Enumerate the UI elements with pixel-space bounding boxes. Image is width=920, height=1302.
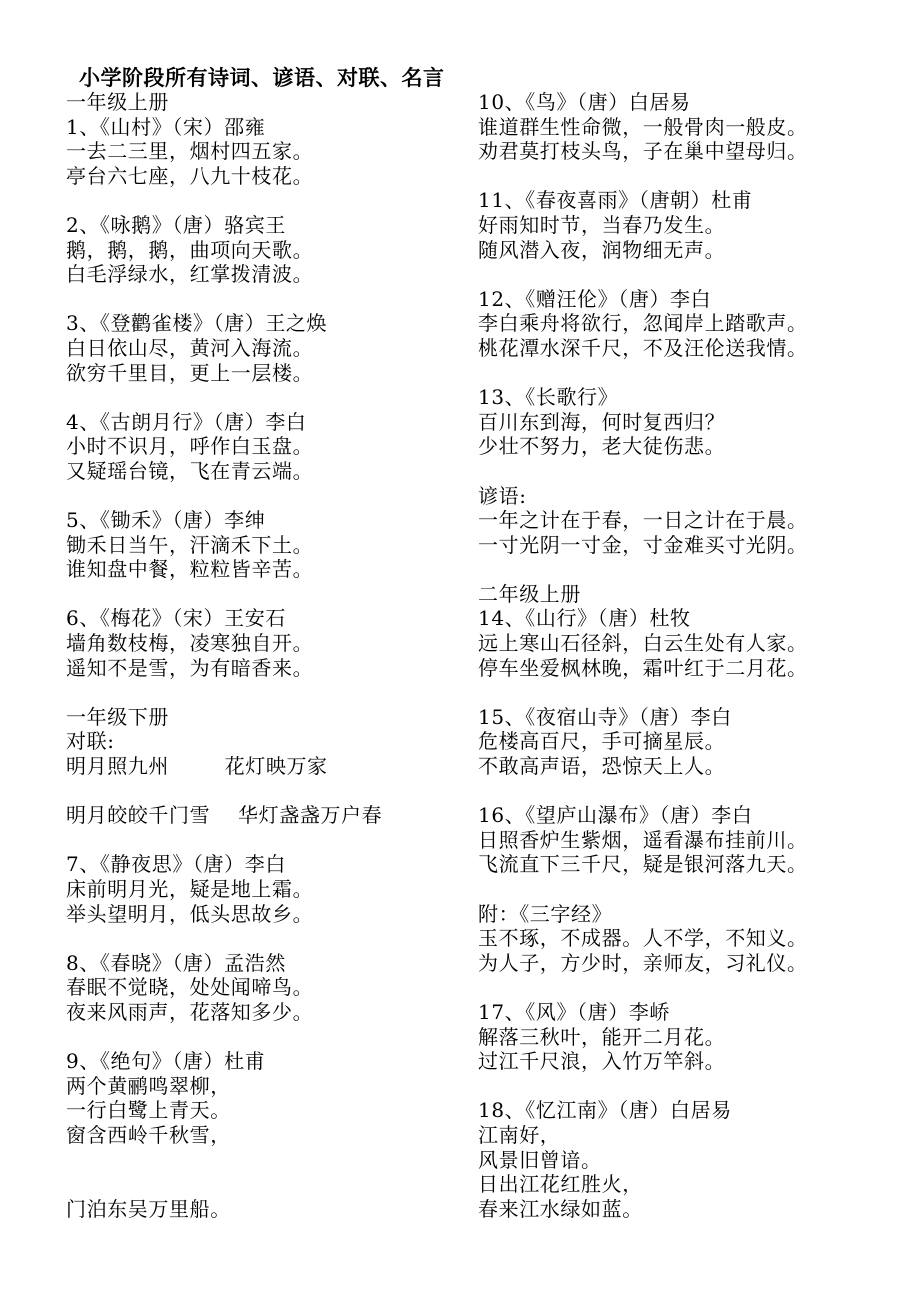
poem-line: 两个黄鹂鸣翠柳，: [66, 1073, 231, 1098]
grade-heading: 一年级下册: [66, 704, 169, 729]
poem-line: 过江千尺浪，入竹万竿斜。: [478, 1049, 726, 1074]
poem-line: 床前明月光，疑是地上霜。: [66, 877, 314, 901]
poem-heading: 1、《山村》（宋）邵雍: [66, 114, 266, 139]
poem-heading: 4、《古朗月行》（唐）李白: [66, 409, 307, 434]
couplet-label: 对联:: [66, 729, 115, 754]
poem-heading: 9、《绝句》（唐）杜甫: [66, 1049, 266, 1074]
couplet-line: 明月皎皎千门雪 华灯盏盏万户春: [66, 803, 383, 828]
proverb-line: 一年之计在于春，一日之计在于晨。: [478, 508, 808, 533]
poem-line: 锄禾日当午，汗滴禾下土。: [66, 532, 314, 557]
poem-line: 窗含西岭千秋雪，: [66, 1122, 231, 1147]
poem-line: 春来江水绿如蓝。: [478, 1196, 643, 1221]
poem-heading: 11、《春夜喜雨》（唐朝）杜甫: [478, 188, 753, 213]
poem-line: 谁道群生性命微，一般骨肉一般皮。: [478, 114, 808, 139]
grade-heading: 一年级上册: [66, 90, 169, 114]
poem-line: 好雨知时节，当春乃发生。: [478, 212, 726, 237]
proverb-line: 一寸光阴一寸金，寸金难买寸光阴。: [478, 532, 808, 557]
poem-line: 日照香炉生紫烟，遥看瀑布挂前川。: [478, 827, 808, 852]
poem-line: 一去二三里，烟村四五家。: [66, 139, 314, 164]
poem-line: 远上寒山石径斜，白云生处有人家。: [478, 631, 808, 656]
poem-heading: 3、《登鹳雀楼》（唐）王之焕: [66, 311, 328, 336]
right-column: [478, 90, 878, 1221]
grade-heading: 二年级上册: [478, 581, 581, 606]
appendix-heading: 附：《三字经》: [478, 901, 613, 926]
document-title: 小学阶段所有诗词、谚语、对联、名言: [79, 65, 445, 90]
poem-heading: 8、《春晓》（唐）孟浩然: [66, 950, 286, 975]
poem-heading: 6、《梅花》（宋）王安石: [66, 606, 286, 631]
poem-heading: 7、《静夜思》（唐）李白: [66, 852, 286, 877]
poem-line: 劝君莫打枝头鸟，子在巢中望母归。: [478, 139, 808, 164]
poem-line: 春眠不觉晓，处处闻啼鸟。: [66, 975, 314, 1000]
poem-line: 鹅，鹅，鹅，曲项向天歌。: [66, 237, 314, 262]
poem-line: 亭台六七座，八九十枝花。: [66, 163, 314, 188]
poem-heading: 5、《锄禾》（唐）李绅: [66, 508, 266, 533]
poem-heading: 18、《忆江南》（唐）白居易: [478, 1098, 732, 1123]
poem-line: 百川东到海，何时复西归？: [478, 409, 726, 434]
poem-line: 桃花潭水深千尺，不及汪伦送我情。: [478, 335, 808, 360]
poem-line: 停车坐爱枫林晚，霜叶红于二月花。: [478, 655, 808, 680]
poem-line: 举头望明月，低头思故乡。: [66, 901, 314, 926]
poem-line: 门泊东吴万里船。: [66, 1196, 231, 1221]
poem-line: 小时不识月，呼作白玉盘。: [66, 434, 314, 459]
appendix-line: 为人子，方少时，亲师友，习礼仪。: [478, 950, 808, 975]
poem-heading: 15、《夜宿山寺》（唐）李白: [478, 704, 732, 729]
poem-heading: 12、《赠汪伦》（唐）李白: [478, 286, 712, 311]
poem-line: 白毛浮绿水，红掌拨清波。: [66, 262, 314, 287]
poem-line: 谁知盘中餐，粒粒皆辛苦。: [66, 557, 314, 582]
poem-line: 白日依山尽，黄河入海流。: [66, 335, 314, 360]
poem-line: 李白乘舟将欲行，忽闻岸上踏歌声。: [478, 311, 808, 336]
poem-heading: 13、《长歌行》: [478, 385, 619, 410]
poem-line: 少壮不努力，老大徒伤悲。: [478, 434, 726, 459]
appendix-line: 玉不琢，不成器。人不学，不知义。: [478, 926, 808, 951]
left-column: [66, 90, 466, 1221]
poem-line: 一行白鹭上青天。: [66, 1098, 231, 1123]
poem-heading: 16、《望庐山瀑布》（唐）李白: [478, 803, 753, 828]
poem-line: 遥知不是雪，为有暗香来。: [66, 655, 314, 680]
proverb-label: 谚语:: [478, 483, 527, 508]
poem-line: 日出江花红胜火，: [478, 1172, 643, 1197]
couplet-line: 明月照九州 花灯映万家: [66, 754, 328, 779]
poem-line: 江南好，: [478, 1122, 561, 1147]
poem-heading: 14、《山行》（唐）杜牧: [478, 606, 691, 631]
poem-line: 危楼高百尺，手可摘星辰。: [478, 729, 726, 754]
poem-line: 随风潜入夜，润物细无声。: [478, 237, 726, 262]
poem-line: 风景旧曾谙。: [478, 1147, 602, 1172]
poem-heading: 10、《鸟》（唐）白居易: [478, 90, 691, 114]
poem-line: 解落三秋叶，能开二月花。: [478, 1024, 726, 1049]
poem-heading: 2、《咏鹅》（唐）骆宾王: [66, 212, 286, 237]
poem-line: 夜来风雨声，花落知多少。: [66, 999, 314, 1024]
poem-heading: 17、《风》（唐）李峤: [478, 999, 671, 1024]
poem-line: 墙角数枝梅，凌寒独自开。: [66, 631, 314, 656]
poem-line: 又疑瑶台镜，飞在青云端。: [66, 458, 314, 483]
poem-line: 飞流直下三千尺，疑是银河落九天。: [478, 852, 808, 877]
poem-line: 不敢高声语，恐惊天上人。: [478, 754, 726, 779]
poem-line: 欲穷千里目，更上一层楼。: [66, 360, 314, 385]
